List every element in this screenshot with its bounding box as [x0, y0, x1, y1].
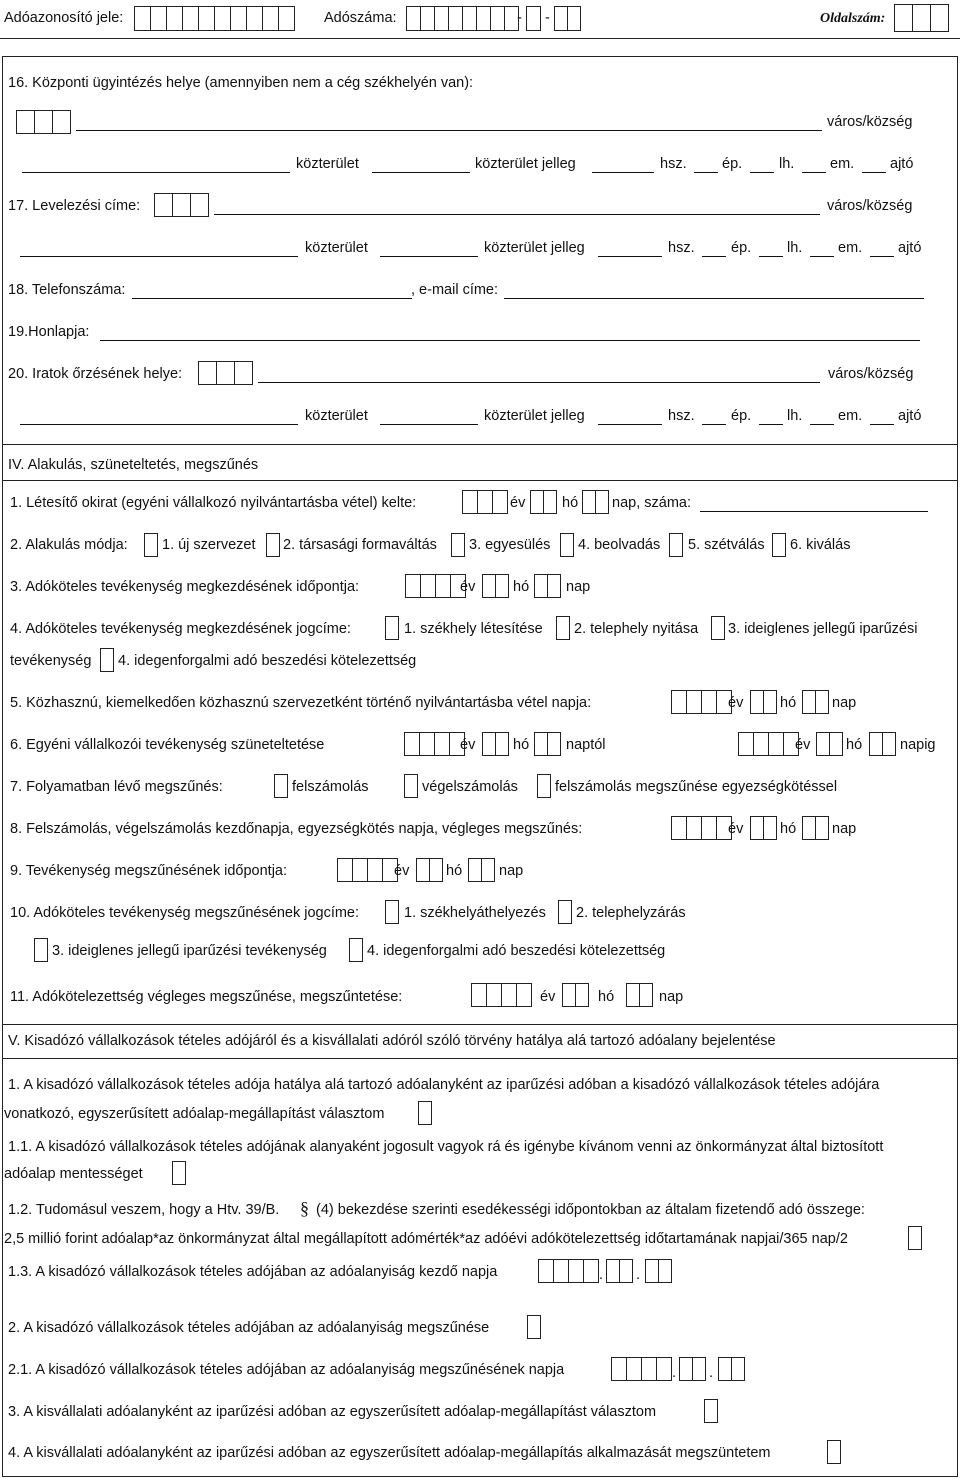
day-box[interactable]	[815, 690, 829, 714]
tax-id-digit-box[interactable]	[262, 6, 279, 31]
year-box[interactable]	[671, 816, 687, 840]
p12-line1b: (4) bekezdése szerinti esedékességi időpontokban az általam fizetendő adó összege:	[316, 1202, 865, 1218]
year-label: év	[460, 579, 476, 595]
tax-number-dash: -	[517, 10, 522, 26]
year-label: év	[728, 821, 744, 837]
month-label: hó	[598, 989, 615, 1005]
postcode-box[interactable]	[216, 361, 235, 385]
city-label: város/község	[828, 366, 914, 382]
year-box[interactable]	[435, 574, 451, 598]
p1-line1: 1. A kisadózó vállalkozások tételes adója hatálya alá tartozó adóalanyként az iparűzési adóban a kisadózó vállalkozások tételes adójára	[8, 1077, 880, 1093]
hsz-label: hsz.	[668, 240, 695, 256]
q4-option: 2. telephely nyitása	[574, 621, 699, 637]
q2-label: 2. Alakulás módja:	[10, 537, 128, 553]
day-box[interactable]	[534, 732, 548, 756]
p12-checkbox[interactable]	[908, 1226, 922, 1250]
end-reason-box[interactable]	[558, 900, 572, 924]
year-label: év	[394, 863, 410, 879]
q1-label: 1. Létesítő okirat (egyéni vállalkozó nyilvántartásba vétel) kelte:	[10, 495, 417, 511]
formation-code-box[interactable]	[144, 533, 158, 557]
date-separator: .	[672, 1365, 677, 1381]
p2-label: 2. A kisadózó vállalkozások tételes adójában az adóalanyiság megszűnése	[8, 1320, 490, 1336]
web-label: 19.Honlapja:	[8, 324, 90, 340]
street-type-field[interactable]	[380, 256, 478, 257]
s20-title: 20. Iratok őrzésének helye:	[8, 366, 183, 382]
month-box[interactable]	[763, 816, 777, 840]
year-box[interactable]	[671, 690, 687, 714]
tax-number-digit-box[interactable]	[490, 6, 505, 31]
section-divider	[2, 444, 958, 445]
tax-number-digit-box[interactable]	[434, 6, 449, 31]
ep-label: ép.	[731, 240, 752, 256]
month-label: hó	[513, 579, 530, 595]
city-label: város/község	[827, 198, 913, 214]
year-box[interactable]	[420, 574, 436, 598]
year-box[interactable]	[553, 1259, 569, 1283]
year-box[interactable]	[471, 983, 487, 1007]
p12-line2: 2,5 millió forint adóalap*az önkormányzat által megállapított adómérték*az adóévi adókötelezettség időtartamának napjai/365 nap/2	[4, 1231, 848, 1247]
street-type-field[interactable]	[380, 424, 478, 425]
em-label: em.	[830, 156, 855, 172]
section-sign-icon: §	[300, 1198, 309, 1218]
p11-checkbox[interactable]	[172, 1161, 186, 1185]
q2-option: 4. beolvadás	[578, 537, 661, 553]
tax-number-county-box[interactable]	[554, 6, 568, 31]
start-reason-box[interactable]	[556, 616, 570, 640]
ajto-label: ajtó	[898, 240, 922, 256]
q5-label: 5. Közhasznú, kiemelkedően közhasznú szervezetként történő nyilvántartásba vétel napja:	[10, 695, 592, 711]
start-reason-box[interactable]	[100, 648, 114, 672]
building-field[interactable]	[694, 172, 718, 173]
tax-id-digit-box[interactable]	[182, 6, 199, 31]
day-box[interactable]	[815, 816, 829, 840]
end-reason-box[interactable]	[349, 938, 363, 962]
month-box[interactable]	[429, 858, 443, 882]
day-box[interactable]	[639, 983, 653, 1007]
q7-label: 7. Folyamatban lévő megszűnés:	[10, 779, 223, 795]
building-field[interactable]	[702, 424, 726, 425]
date-separator: .	[636, 1267, 641, 1283]
q4-continuation: tevékenység	[10, 653, 92, 669]
year-box[interactable]	[486, 983, 502, 1007]
street-label: közterület	[305, 408, 368, 424]
tax-number-digit-box[interactable]	[420, 6, 435, 31]
email-label: , e-mail címe:	[411, 282, 499, 298]
street-type-field[interactable]	[372, 172, 470, 173]
to-day-label: napig	[900, 737, 936, 753]
day-label: nap	[499, 863, 524, 879]
floor-field[interactable]	[802, 172, 826, 173]
year-box[interactable]	[656, 1357, 672, 1381]
ep-label: ép.	[731, 408, 752, 424]
day-label: nap	[566, 579, 591, 595]
month-box[interactable]	[679, 1357, 693, 1381]
day-box[interactable]	[882, 732, 896, 756]
page-number-box[interactable]	[894, 4, 913, 32]
ajto-label: ajtó	[890, 156, 914, 172]
formation-code-box[interactable]	[669, 533, 683, 557]
month-box[interactable]	[562, 983, 576, 1007]
year-box[interactable]	[626, 1357, 642, 1381]
liquidation-box[interactable]	[537, 774, 551, 798]
staircase-field[interactable]	[759, 424, 783, 425]
building-field[interactable]	[702, 256, 726, 257]
tax-id-digit-box[interactable]	[166, 6, 183, 31]
year-box[interactable]	[501, 983, 517, 1007]
hsz-label: hsz.	[668, 408, 695, 424]
year-box[interactable]	[753, 732, 769, 756]
section-divider	[2, 480, 958, 481]
day-box[interactable]	[468, 858, 482, 882]
street-field[interactable]	[20, 256, 298, 257]
tax-id-digit-box[interactable]	[278, 6, 295, 31]
year-box[interactable]	[768, 732, 784, 756]
year-box[interactable]	[538, 1259, 554, 1283]
section-divider	[2, 1058, 958, 1059]
formation-code-box[interactable]	[451, 533, 465, 557]
day-box[interactable]	[534, 574, 548, 598]
year-box[interactable]	[337, 858, 353, 882]
year-label: év	[510, 495, 526, 511]
end-reason-box[interactable]	[385, 900, 399, 924]
year-box[interactable]	[568, 1259, 584, 1283]
postcode-box[interactable]	[234, 361, 253, 385]
q4-option: 4. idegenforgalmi adó beszedési kötelezettség	[118, 653, 417, 669]
door-field[interactable]	[862, 172, 886, 173]
q2-option: 5. szétválás	[688, 537, 765, 553]
year-box[interactable]	[405, 574, 421, 598]
year-box[interactable]	[583, 1259, 599, 1283]
start-reason-box[interactable]	[385, 616, 399, 640]
q8-label: 8. Felszámolás, végelszámolás kezdőnapja, egyezségkötés napja, végleges megszűnés:	[10, 821, 583, 837]
em-label: em.	[838, 240, 863, 256]
month-box[interactable]	[763, 690, 777, 714]
house-number-field[interactable]	[592, 172, 654, 173]
year-box[interactable]	[686, 816, 702, 840]
street-field[interactable]	[22, 172, 290, 173]
year-box[interactable]	[492, 490, 508, 514]
formation-code-box[interactable]	[560, 533, 574, 557]
street-type-label: közterület jelleg	[484, 240, 585, 256]
month-box[interactable]	[692, 1357, 706, 1381]
city-field[interactable]	[214, 214, 820, 215]
tax-number-county-box[interactable]	[567, 6, 581, 31]
month-box[interactable]	[619, 1259, 633, 1283]
liquidation-box[interactable]	[404, 774, 418, 798]
postcode-box[interactable]	[34, 110, 53, 134]
q2-option: 6. kiválás	[790, 537, 851, 553]
postcode-box[interactable]	[198, 361, 217, 385]
tax-id-digit-box[interactable]	[214, 6, 231, 31]
postcode-box[interactable]	[52, 110, 71, 134]
year-box[interactable]	[404, 732, 420, 756]
q7-option: felszámolás megszűnése egyezségkötéssel	[555, 779, 838, 795]
q4-option: 3. ideiglenes jellegű iparűzési	[728, 621, 918, 637]
q4-label: 4. Adóköteles tevékenység megkezdésének jogcíme:	[10, 621, 351, 637]
day-box[interactable]	[595, 490, 609, 514]
tax-id-digit-box[interactable]	[134, 6, 151, 31]
page-number-box[interactable]	[930, 4, 949, 32]
lh-label: lh.	[787, 408, 803, 424]
s16-title: 16. Központi ügyintézés helye (amennyiben nem a cég székhelyén van):	[8, 75, 474, 91]
year-box[interactable]	[738, 732, 754, 756]
day-box[interactable]	[645, 1259, 659, 1283]
q10-option: 1. székhelyáthelyezés	[404, 905, 546, 921]
year-box[interactable]	[419, 732, 435, 756]
ajto-label: ajtó	[898, 408, 922, 424]
p12-line1a: 1.2. Tudomásul veszem, hogy a Htv. 39/B.	[8, 1202, 280, 1218]
month-label: hó	[846, 737, 863, 753]
p3-label: 3. A kisvállalati adóalanyként az iparűzési adóban az egyszerűsített adóalap-megállapítást választom	[8, 1404, 657, 1420]
formation-code-box[interactable]	[266, 533, 280, 557]
q10-option: 2. telephelyzárás	[576, 905, 686, 921]
postcode-box[interactable]	[190, 193, 209, 217]
q2-option: 3. egyesülés	[469, 537, 551, 553]
day-box[interactable]	[582, 490, 596, 514]
year-label: év	[728, 695, 744, 711]
q7-option: végelszámolás	[422, 779, 518, 795]
year-label: év	[540, 989, 556, 1005]
p1-line2: vonatkozó, egyszerűsített adóalap-megállapítást választom	[4, 1106, 385, 1122]
year-label: év	[795, 737, 811, 753]
street-label: közterület	[296, 156, 359, 172]
s17-title: 17. Levelezési címe:	[8, 198, 141, 214]
day-box[interactable]	[731, 1357, 745, 1381]
street-type-label: közterület jelleg	[484, 408, 585, 424]
month-box[interactable]	[530, 490, 544, 514]
end-reason-box[interactable]	[34, 938, 48, 962]
email-field[interactable]	[504, 298, 924, 299]
year-label: év	[460, 737, 476, 753]
year-box[interactable]	[701, 816, 717, 840]
month-box[interactable]	[543, 490, 557, 514]
lh-label: lh.	[787, 240, 803, 256]
page-number-label: Oldalszám:	[820, 11, 886, 26]
date-separator: .	[599, 1267, 604, 1283]
formation-code-box[interactable]	[772, 533, 786, 557]
q11-label: 11. Adókötelezettség végleges megszűnése, megszűntetése:	[10, 989, 403, 1005]
city-label: város/község	[827, 114, 913, 130]
month-box[interactable]	[829, 732, 843, 756]
year-box[interactable]	[352, 858, 368, 882]
staircase-field[interactable]	[759, 256, 783, 257]
p1-checkbox[interactable]	[418, 1101, 432, 1125]
tax-id-digit-box[interactable]	[198, 6, 215, 31]
month-label: hó	[780, 821, 797, 837]
date-separator: .	[709, 1365, 714, 1381]
year-box[interactable]	[367, 858, 383, 882]
month-box[interactable]	[495, 574, 509, 598]
phone-field[interactable]	[132, 298, 412, 299]
month-box[interactable]	[750, 816, 764, 840]
q6-label: 6. Egyéni vállalkozói tevékenység szüneteltetése	[10, 737, 325, 753]
q2-option: 1. új szervezet	[162, 537, 256, 553]
tax-number-label: Adószáma:	[324, 10, 397, 26]
month-box[interactable]	[416, 858, 430, 882]
postcode-box[interactable]	[154, 193, 173, 217]
day-box[interactable]	[658, 1259, 672, 1283]
start-reason-box[interactable]	[711, 616, 725, 640]
floor-field[interactable]	[810, 424, 834, 425]
tax-number-digit-box[interactable]	[476, 6, 491, 31]
day-box[interactable]	[626, 983, 640, 1007]
day-label: nap	[832, 695, 857, 711]
document-number-field[interactable]	[700, 511, 928, 512]
tax-number-digit-box[interactable]	[448, 6, 463, 31]
day-box[interactable]	[718, 1357, 732, 1381]
tax-id-label: Adóazonosító jele:	[4, 10, 124, 26]
p11-line1: 1.1. A kisadózó vállalkozások tételes adójának alanyaként jogosult vagyok rá és igénybe kívánom venni az önkormányzat által biztosított	[8, 1139, 884, 1155]
floor-field[interactable]	[810, 256, 834, 257]
day-box[interactable]	[802, 816, 816, 840]
month-box[interactable]	[816, 732, 830, 756]
p13-label: 1.3. A kisadózó vállalkozások tételes adójában az adóalanyiság kezdő napja	[8, 1264, 498, 1280]
phone-label: 18. Telefonszáma:	[8, 282, 126, 298]
tax-id-digit-box[interactable]	[230, 6, 247, 31]
p3-checkbox[interactable]	[704, 1399, 718, 1423]
q2-option: 2. társasági formaváltás	[283, 537, 437, 553]
month-label: hó	[562, 495, 579, 511]
street-type-label: közterület jelleg	[475, 156, 576, 172]
year-box[interactable]	[516, 983, 532, 1007]
month-box[interactable]	[482, 732, 496, 756]
door-field[interactable]	[870, 424, 894, 425]
month-box[interactable]	[750, 690, 764, 714]
p21-label: 2.1. A kisadózó vállalkozások tételes adójában az adóalanyiság megszűnésének napja	[8, 1362, 565, 1378]
day-label: nap	[659, 989, 684, 1005]
door-field[interactable]	[870, 256, 894, 257]
tax-number-digit-box[interactable]	[406, 6, 421, 31]
q10-option: 3. ideiglenes jellegű iparűzési tevékenység	[52, 943, 327, 959]
year-box[interactable]	[611, 1357, 627, 1381]
page-number-box[interactable]	[912, 4, 931, 32]
house-number-field[interactable]	[598, 256, 662, 257]
year-box[interactable]	[434, 732, 450, 756]
website-field[interactable]	[100, 340, 920, 341]
ep-label: ép.	[722, 156, 743, 172]
month-box[interactable]	[606, 1259, 620, 1283]
year-box[interactable]	[701, 690, 717, 714]
tax-id-digit-box[interactable]	[150, 6, 167, 31]
q9-label: 9. Tevékenység megszűnésének időpontja:	[10, 863, 288, 879]
q1-number-label: nap, száma:	[612, 495, 691, 511]
month-label: hó	[513, 737, 530, 753]
year-box[interactable]	[641, 1357, 657, 1381]
staircase-field[interactable]	[750, 172, 774, 173]
header-rule	[0, 38, 960, 39]
em-label: em.	[838, 408, 863, 424]
year-box[interactable]	[686, 690, 702, 714]
day-label: nap	[832, 821, 857, 837]
tax-number-vat-box[interactable]	[526, 6, 541, 31]
postcode-box[interactable]	[172, 193, 191, 217]
day-box[interactable]	[547, 574, 561, 598]
month-label: hó	[446, 863, 463, 879]
section-divider	[2, 1024, 958, 1025]
section-5-title: V. Kisadózó vállalkozások tételes adójáról és a kisvállalati adóról szóló törvény hatálya alá tartozó adóalany bejelentése	[8, 1033, 776, 1049]
p4-label: 4. A kisvállalati adóalanyként az iparűzési adóban az egyszerűsített adóalap-megállapítás alkalmazását megszüntetem	[8, 1445, 771, 1461]
liquidation-box[interactable]	[274, 774, 288, 798]
year-box[interactable]	[462, 490, 478, 514]
city-field[interactable]	[76, 130, 822, 131]
postcode-box[interactable]	[16, 110, 35, 134]
q7-option: felszámolás	[292, 779, 369, 795]
p11-line2: adóalap mentességet	[4, 1166, 143, 1182]
tax-id-digit-box[interactable]	[246, 6, 263, 31]
street-label: közterület	[305, 240, 368, 256]
lh-label: lh.	[779, 156, 795, 172]
p2-checkbox[interactable]	[527, 1315, 541, 1339]
month-label: hó	[780, 695, 797, 711]
from-day-label: naptól	[566, 737, 606, 753]
day-box[interactable]	[869, 732, 883, 756]
hsz-label: hsz.	[660, 156, 687, 172]
house-number-field[interactable]	[598, 424, 662, 425]
month-box[interactable]	[482, 574, 496, 598]
tax-number-dash: -	[545, 10, 550, 26]
q10-label: 10. Adóköteles tevékenység megszűnésének jogcíme:	[10, 905, 360, 921]
month-box[interactable]	[495, 732, 509, 756]
q4-option: 1. székhely létesítése	[404, 621, 543, 637]
tax-number-digit-box[interactable]	[462, 6, 477, 31]
month-box[interactable]	[575, 983, 589, 1007]
day-box[interactable]	[547, 732, 561, 756]
street-field[interactable]	[20, 424, 298, 425]
day-box[interactable]	[481, 858, 495, 882]
year-box[interactable]	[477, 490, 493, 514]
city-field[interactable]	[258, 382, 820, 383]
q3-label: 3. Adóköteles tevékenység megkezdésének időpontja:	[10, 579, 360, 595]
day-box[interactable]	[802, 690, 816, 714]
q10-option: 4. idegenforgalmi adó beszedési kötelezettség	[367, 943, 666, 959]
section-4-title: IV. Alakulás, szüneteltetés, megszűnés	[8, 457, 259, 473]
p4-checkbox[interactable]	[827, 1440, 841, 1464]
